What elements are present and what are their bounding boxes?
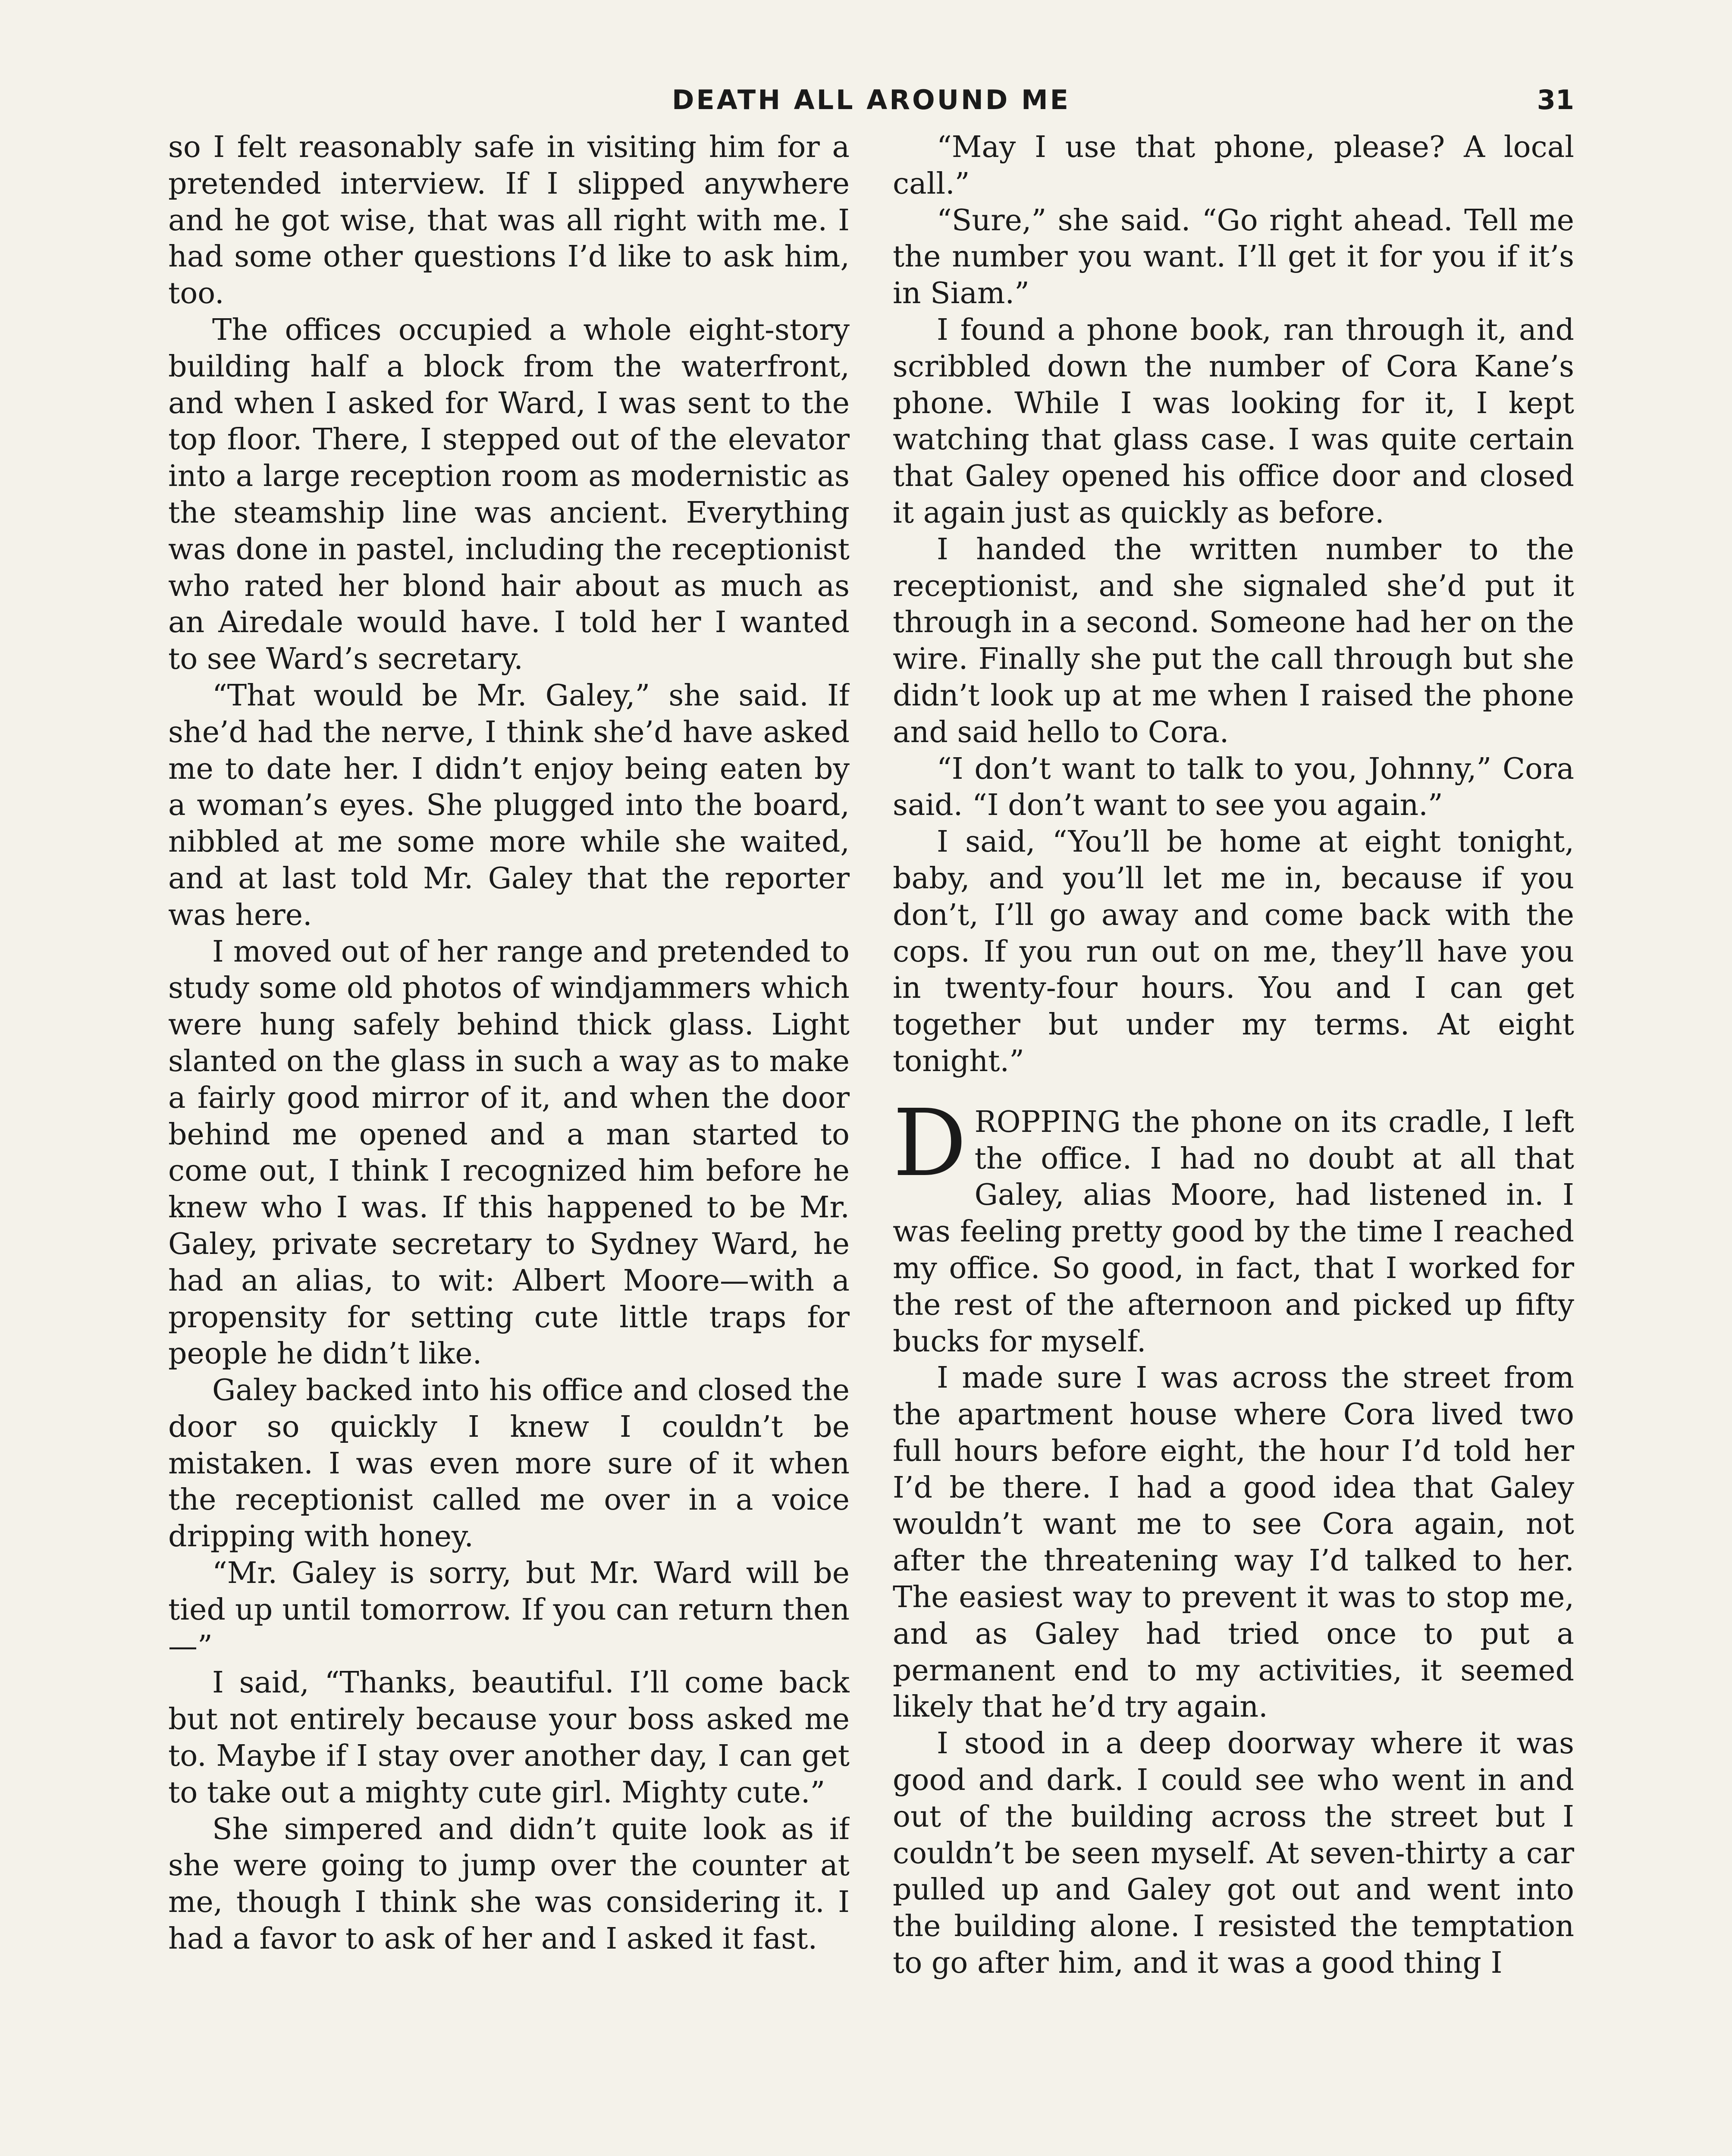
paragraph: I handed the written number to the receptionist, and she signaled she’d put it through in a second. Someone had her on the wire. Finally she put the call through but she didn’t look up at me when I raised the phone and said hello to Cora. <box>893 532 1574 749</box>
left-column <box>168 129 850 2156</box>
paragraph: “I don’t want to talk to you, Johnny,” Cora said. “I don’t want to see you again.” <box>893 752 1574 823</box>
paragraph: I said, “You’ll be home at eight tonight, baby, and you’ll let me in, because if you don’t, I’ll go away and come back with the cops. If you run out on me, they’ll have you in twenty-four hours. You and I can get together but under my terms. At eight tonight.” <box>893 825 1574 1078</box>
paragraph: Galey backed into his office and closed the door so quickly I knew I couldn’t be mistaken. I was even more sure of it when the receptionist called me over in a voice dripping with honey. <box>168 1373 850 1554</box>
right-column <box>893 129 1574 2156</box>
paragraph: I moved out of her range and pretended to study some old photos of windjammers which were hung safely behind thick glass. Light slanted on the glass in such a way as to make a fairly good mirror of it, and when the door behind me opened and a man started to come out, I think I recognized him before he knew who I was. If this happened to be Mr. Galey, private secretary to Sydney Ward, he had an alias, to wit: Albert Moore—with a propensity for setting cute little traps for people he didn’t like. <box>168 934 850 1371</box>
paragraph: so I felt reasonably safe in visiting him for a pretended interview. If I slipped anywhere and he got wise, that was all right with me. I had some other questions I’d like to ask him, too. <box>168 130 850 311</box>
paragraph: I found a phone book, ran through it, and scribbled down the number of Cora Kane’s phone. While I was looking for it, I kept watching that glass case. I was quite certain that Galey opened his office door and closed it again just as quickly as before. <box>893 313 1574 530</box>
paragraph: She simpered and didn’t quite look as if she were going to jump over the counter at me, though I think she was considering it. I had a favor to ask of her and I asked it fast. <box>168 1812 850 1956</box>
running-title: DEATH ALL AROUND ME <box>671 84 1071 116</box>
paragraph: I made sure I was across the street from the apartment house where Cora lived two full hours before eight, the hour I’d told her I’d be there. I had a good idea that Galey wouldn’t want me to see Cora again, not after the threatening way I’d talked to her. The easiest way to prevent it was to stop me, and as Galey had tried once to put a permanent end to my activities, it seemed likely that he’d try again. <box>893 1361 1574 1724</box>
section-opening-text: ROPPING the phone on its cradle, I left the office. I had no doubt at all that Galey, alias Moore, had listened in. I was feeling pretty good by the time I reached my office. So good, in fact, that I worked for the rest of the afternoon and picked up fifty bucks for myself. <box>893 1105 1574 1359</box>
page-number: 31 <box>1537 84 1574 116</box>
paragraph: I said, “Thanks, beautiful. I’ll come back but not entirely because your boss asked me to. Maybe if I stay over another day, I can get to take out a mighty cute girl. Mighty cute.” <box>168 1666 850 1810</box>
paragraph: “Sure,” she said. “Go right ahead. Tell me the number you want. I’ll get it for you if it’s in Siam.” <box>893 203 1574 311</box>
paragraph: “May I use that phone, please? A local call.” <box>893 130 1574 201</box>
page-header <box>168 84 1574 123</box>
paragraph: The offices occupied a whole eight-story building half a block from the waterfront, and when I asked for Ward, I was sent to the top floor. There, I stepped out of the elevator into a large reception room as modernistic as the steamship line was ancient. Everything was done in pastel, including the receptionist who rated her blond hair about as much as an Airedale would have. I told her I wanted to see Ward’s secretary. <box>168 313 850 677</box>
paragraph: “That would be Mr. Galey,” she said. If she’d had the nerve, I think she’d have asked me to date her. I didn’t enjoy being eaten by a woman’s eyes. She plugged into the board, nibbled at me some more while she waited, and at last told Mr. Galey that the reporter was here. <box>168 678 850 932</box>
paragraph: I stood in a deep doorway where it was good and dark. I could see who went in and out of the building across the street but I couldn’t be seen myself. At seven-thirty a car pulled up and Galey got out and went into the building alone. I resisted the temptation to go after him, and it was a good thing I <box>893 1727 1574 1981</box>
paragraph: “Mr. Galey is sorry, but Mr. Ward will be tied up until tomorrow. If you can return then—” <box>168 1556 850 1664</box>
section-opening-paragraph <box>893 1089 1574 1360</box>
drop-cap: D <box>893 1089 967 1197</box>
